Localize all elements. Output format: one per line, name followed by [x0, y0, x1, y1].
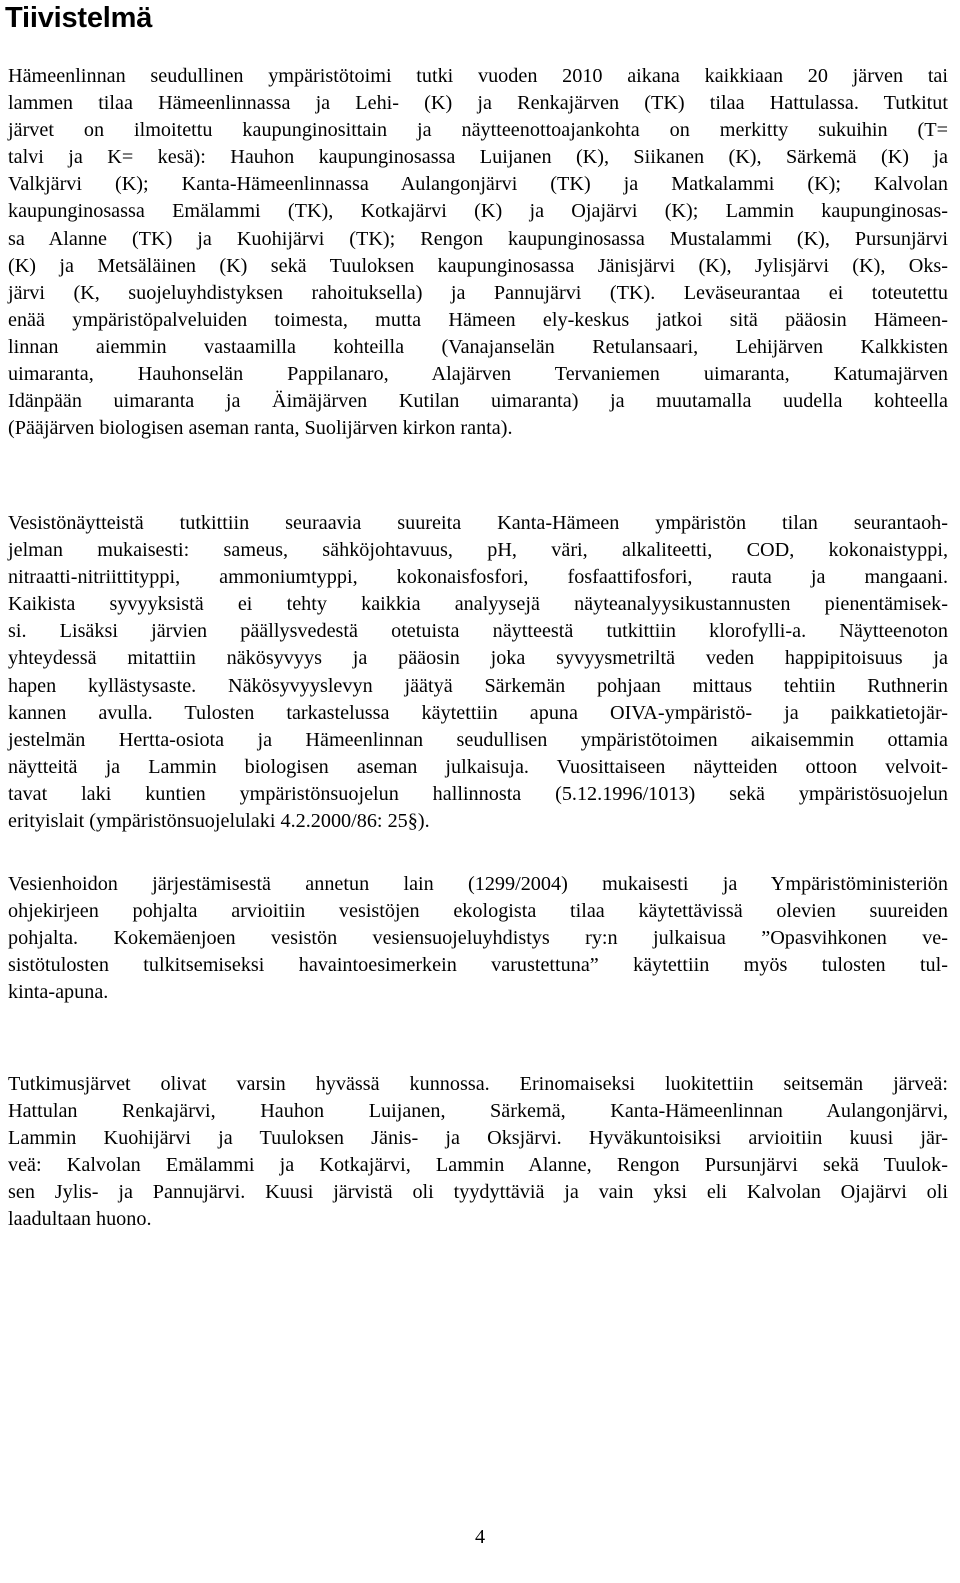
- text-line: talvi ja K= kesä): Hauhon kaupunginosassa Luijanen (K), Siikanen (K), Särkemä (K) ja: [8, 146, 948, 169]
- text-line: hapen kyllästysaste. Näkösyvyyslevyn jäätyä Särkemän pohjaan mittaus tehtiin Ruthnerin: [8, 674, 948, 697]
- paragraph-assessment-method: [8, 871, 948, 1006]
- text-line: tavat laki kuntien ympäristönsuojelun hallinnosta (5.12.1996/1013) sekä ympäristösuojelun: [8, 782, 948, 805]
- text-line: enää ympäristöpalveluiden toimesta, mutta Hämeen ely-keskus jatkoi sitä pääosin Hämeen-: [8, 308, 948, 331]
- text-line: Kaikista syvyyksistä ei tehty kaikkia analyysejä näyteanalyysikustannusten pienentämisek-: [8, 593, 948, 616]
- text-line: Hattulan Renkajärvi, Hauhon Luijanen, Särkemä, Kanta-Hämeenlinnan Aulangonjärvi,: [8, 1100, 948, 1123]
- text-line: näytteitä ja Lammin biologisen aseman julkaisuja. Vuosittaiseen näytteiden ottoon velvoit-: [8, 755, 948, 778]
- text-line: lammen tilaa Hämeenlinnassa ja Lehi- (K) ja Renkajärven (TK) tilaa Hattulassa. Tutkitut: [8, 92, 948, 115]
- text-line: Hämeenlinnan seudullinen ympäristötoimi tutki vuoden 2010 aikana kaikkiaan 20 järven tai: [8, 65, 948, 87]
- text-line: jelman mukaisesti: sameus, sähköjohtavuus, pH, väri, alkaliteetti, COD, kokonaistyppi,: [8, 539, 948, 562]
- text-line: Idänpään uimaranta ja Äimäjärven Kutilan uimaranta) ja muutamalla uudella kohteella: [8, 390, 948, 413]
- text-line: Vesienhoidon järjestämisestä annetun lain (1299/2004) mukaisesti ja Ympäristöministeriön: [8, 873, 948, 895]
- text-line: nitraatti-nitriittityppi, ammoniumtyppi, kokonaisfosfori, fosfaattifosfori, rauta ja mangaani.: [8, 566, 948, 589]
- text-line: erityislait (ympäristönsuojelulaki 4.2.2000/86: 25§).: [8, 810, 430, 833]
- text-line: yhteydessä mitattiin näkösyvyys ja pääosin joka syvyysmetriltä veden happipitoisuus ja: [8, 647, 948, 670]
- paragraph-study-lakes: [8, 63, 948, 442]
- paragraph-measurements: [8, 510, 948, 835]
- text-line: sa Alanne (TK) ja Kuohijärvi (TK); Rengon kaupunginosassa Mustalammi (K), Pursunjärvi: [8, 227, 948, 250]
- text-line: järvi (K, suojeluyhdistyksen rahoituksella) ja Pannujärvi (TK). Leväseurantaa ei toteutettu: [8, 281, 948, 304]
- text-line: veä: Kalvolan Emälammi ja Kotkajärvi, Lammin Alanne, Rengon Pursunjärvi sekä Tuulok-: [8, 1154, 948, 1177]
- text-line: Tutkimusjärvet olivat varsin hyvässä kunnossa. Erinomaiseksi luokitettiin seitsemän järveä:: [8, 1073, 948, 1095]
- text-line: (Pääjärven biologisen aseman ranta, Suolijärven kirkon ranta).: [8, 417, 513, 440]
- text-line: uimaranta, Hauhonselän Pappilanaro, Alajärven Tervaniemen uimaranta, Katumajärven: [8, 363, 948, 386]
- page-number: 4: [474, 1526, 486, 1548]
- text-line: Vesistönäytteistä tutkittiin seuraavia suureita Kanta-Hämeen ympäristön tilan seurantaoh-: [8, 512, 948, 534]
- text-line: järvet on ilmoitettu kaupunginosittain ja näytteenottoajankohta on merkitty sukuihin (T=: [8, 119, 948, 142]
- text-line: sen Jylis- ja Pannujärvi. Kuusi järvistä oli tyydyttäviä ja vain yksi eli Kalvolan Ojajärvi oli: [8, 1181, 948, 1204]
- text-line: jestelmän Hertta-osiota ja Hämeenlinnan seudullisen ympäristötoimen aikaisemmin ottamia: [8, 728, 948, 751]
- text-line: sistötulosten tulkitsemiseksi havaintoesimerkein varustettuna” käytettiin myös tulosten tul-: [8, 954, 948, 977]
- text-line: si. Lisäksi järvien päällysvedestä otetuista näytteestä tutkittiin klorofylli-a. Näytteenoton: [8, 620, 948, 643]
- text-line: ohjekirjeen pohjalta arvioitiin vesistöjen ekologista tilaa käytettävissä olevien suureiden: [8, 900, 948, 923]
- text-line: laadultaan huono.: [8, 1208, 152, 1231]
- text-line: (K) ja Metsäläinen (K) sekä Tuuloksen kaupunginosassa Jänisjärvi (K), Jylisjärvi (K), Oks-: [8, 254, 948, 277]
- text-line: linnan aiemmin vastaamilla kohteilla (Vanajanselän Retulansaari, Lehijärven Kalkkisten: [8, 335, 948, 358]
- text-line: Valkjärvi (K); Kanta-Hämeenlinnassa Aulangonjärvi (TK) ja Matkalammi (K); Kalvolan: [8, 173, 948, 196]
- section-heading: Tiivistelmä: [5, 2, 153, 34]
- paragraph-results: [8, 1071, 948, 1234]
- text-line: kaupunginosassa Emälammi (TK), Kotkajärvi (K) ja Ojajärvi (K); Lammin kaupunginosas-: [8, 200, 948, 223]
- text-line: Lammin Kuohijärvi ja Tuuloksen Jänis- ja Oksjärvi. Hyväkuntoisiksi arvioitiin kuusi jär-: [8, 1127, 948, 1150]
- text-line: pohjalta. Kokemäenjoen vesistön vesiensuojeluyhdistys ry:n julkaisua ”Opasvihkonen ve-: [8, 927, 948, 950]
- text-line: kinta-apuna.: [8, 981, 109, 1004]
- text-line: kannen avulla. Tulosten tarkastelussa käytettiin apuna OIVA-ympäristö- ja paikkatietojär-: [8, 701, 948, 724]
